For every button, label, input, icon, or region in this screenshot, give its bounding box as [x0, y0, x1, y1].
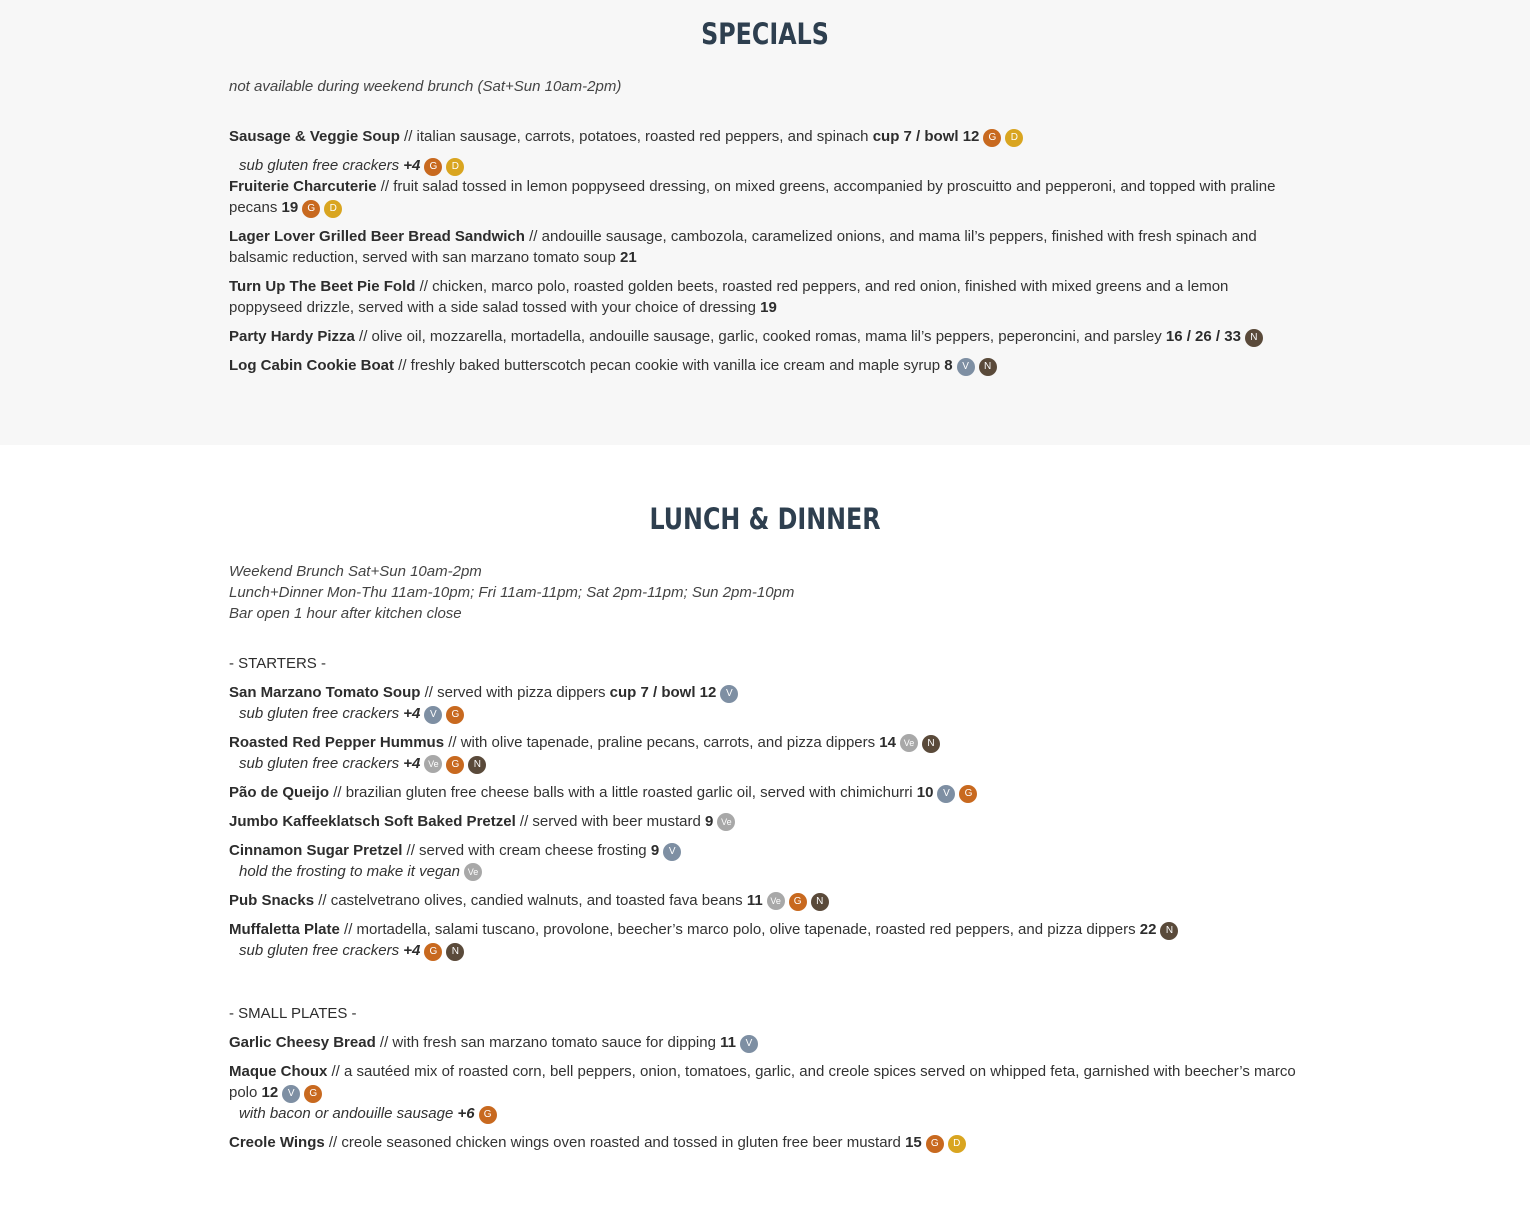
gluten-free-icon: G: [446, 706, 464, 724]
menu-item: [229, 326, 1301, 347]
option-text: sub gluten free crackers: [239, 157, 404, 174]
menu-item-price: 12: [261, 1084, 279, 1101]
hours-brunch: Weekend Brunch Sat+Sun 10am-2pm: [229, 563, 482, 580]
small-plates-list: [229, 1032, 1301, 1153]
dietary-badges: [424, 155, 468, 176]
menu-item-price: 11: [746, 892, 763, 909]
dietary-badges: [1245, 326, 1267, 347]
option-text: with bacon or andouille sausage: [239, 1105, 458, 1122]
menu-item-price: 22: [1139, 921, 1157, 938]
gluten-free-icon: G: [424, 943, 442, 961]
menu-item: [229, 176, 1301, 218]
menu-item-price: cup 7 / bowl 12: [872, 128, 980, 145]
menu-item-description: // castelvetrano olives, candied walnuts, and toasted fava beans: [314, 892, 747, 909]
option-price: +4: [403, 942, 421, 959]
vegetarian-icon: V: [740, 1035, 758, 1053]
dietary-badges: [937, 782, 981, 803]
next-heading-fragment: [229, 1203, 289, 1215]
gluten-free-icon: G: [424, 158, 442, 176]
vegetarian-icon: V: [957, 358, 975, 376]
specials-title: SPECIALS: [701, 17, 829, 51]
dietary-badges: [424, 940, 468, 961]
menu-item: [229, 782, 1301, 803]
vegetarian-icon: V: [663, 843, 681, 861]
menu-item-name: Maque Choux: [229, 1063, 328, 1080]
vegan-icon: Ve: [767, 892, 785, 910]
option-text: sub gluten free crackers: [239, 942, 404, 959]
menu-item-option: [229, 940, 1301, 961]
menu-item-price: 10: [916, 784, 934, 801]
dietary-badges: [900, 732, 944, 753]
menu-item-option: [229, 703, 1301, 724]
menu-item-option: [229, 753, 1301, 774]
menu-item-name: Turn Up The Beet Pie Fold: [229, 278, 416, 295]
dairy-free-icon: D: [446, 158, 464, 176]
menu-item-description: // italian sausage, carrots, potatoes, roasted red peppers, and spinach: [399, 128, 873, 145]
menu-item: [229, 732, 1301, 753]
dietary-badges: [983, 126, 1027, 147]
menu-item-description: // fruit salad tossed in lemon poppyseed dressing, on mixed greens, accompanied by proscuitto and pepperoni, and topped with praline pecans: [229, 178, 1276, 216]
menu-item-name: San Marzano Tomato Soup: [229, 684, 421, 701]
menu-item-name: Muffaletta Plate: [229, 921, 340, 938]
menu-item-price: 9: [705, 813, 714, 830]
specials-section: [0, 0, 1530, 445]
dietary-badges: [720, 682, 742, 703]
menu-item-name: Roasted Red Pepper Hummus: [229, 734, 445, 751]
gluten-free-icon: G: [302, 200, 320, 218]
dietary-badges: [717, 811, 739, 832]
menu-item: [229, 682, 1301, 703]
menu-item-name: Log Cabin Cookie Boat: [229, 357, 394, 374]
menu-item-price: 16 / 26 / 33: [1165, 328, 1241, 345]
small-plates-heading: - SMALL PLATES -: [229, 1005, 357, 1022]
option-text: sub gluten free crackers: [239, 705, 404, 722]
dietary-badges: [1160, 919, 1182, 940]
vegan-icon: Ve: [717, 813, 735, 831]
vegetarian-icon: V: [937, 785, 955, 803]
menu-item-name: Jumbo Kaffeeklatsch Soft Baked Pretzel: [229, 813, 516, 830]
hours-lunch-dinner: Lunch+Dinner Mon-Thu 11am-10pm; Fri 11am-11pm; Sat 2pm-11pm; Sun 2pm-10pm: [229, 584, 795, 601]
lunch-dinner-section: [0, 445, 1530, 1214]
option-price: +4: [403, 705, 421, 722]
menu-item-price: 11: [720, 1034, 736, 1051]
dairy-free-icon: D: [324, 200, 342, 218]
menu-item-description: // served with pizza dippers: [420, 684, 610, 701]
menu-item-name: Cinnamon Sugar Pretzel: [229, 842, 403, 859]
dairy-free-icon: D: [1005, 129, 1023, 147]
vegan-icon: Ve: [464, 863, 482, 881]
nuts-icon: N: [1160, 922, 1178, 940]
gluten-free-icon: G: [983, 129, 1001, 147]
menu-item-option: [229, 861, 1301, 882]
starters-list: [229, 682, 1301, 961]
menu-item-description: // creole seasoned chicken wings oven roasted and tossed in gluten free beer mustard: [324, 1134, 906, 1151]
menu-item-option: [229, 1103, 1301, 1124]
menu-item: [229, 840, 1301, 861]
dietary-badges: [302, 197, 346, 218]
gluten-free-icon: G: [926, 1135, 944, 1153]
nuts-icon: N: [811, 893, 829, 911]
menu-item-name: Party Hardy Pizza: [229, 328, 355, 345]
menu-item-description: // with olive tapenade, praline pecans, carrots, and pizza dippers: [444, 734, 880, 751]
dietary-badges: [282, 1082, 326, 1103]
menu-item-description: // served with cream cheese frosting: [402, 842, 651, 859]
option-text: hold the frosting to make it vegan: [239, 863, 460, 880]
menu-item-description: // chicken, marco polo, roasted golden beets, roasted red peppers, and red onion, finished with mixed greens and a lemon poppyseed drizzle, served with a side salad tossed with your choice of dressing: [229, 278, 1229, 316]
menu-item: [229, 1061, 1301, 1103]
menu-item: [229, 811, 1301, 832]
nuts-icon: N: [468, 756, 486, 774]
menu-item-description: // served with beer mustard: [515, 813, 706, 830]
menu-item-description: // freshly baked butterscotch pecan cookie with vanilla ice cream and maple syrup: [394, 357, 945, 374]
starters-heading: - STARTERS -: [229, 655, 326, 672]
menu-item-name: Pub Snacks: [229, 892, 315, 909]
menu-item-name: Pão de Queijo: [229, 784, 330, 801]
nuts-icon: N: [1245, 329, 1263, 347]
gluten-free-icon: G: [789, 893, 807, 911]
menu-item-price: 8: [944, 357, 953, 374]
hours-bar: Bar open 1 hour after kitchen close: [229, 605, 462, 622]
menu-item-name: Garlic Cheesy Bread: [229, 1034, 376, 1051]
menu-item-price: cup 7 / bowl 12: [609, 684, 717, 701]
vegan-icon: Ve: [424, 755, 442, 773]
option-text: sub gluten free crackers: [239, 755, 404, 772]
nuts-icon: N: [922, 735, 940, 753]
menu-item: [229, 126, 1301, 147]
menu-item-price: 19: [281, 199, 299, 216]
lunch-dinner-title: LUNCH & DINNER: [649, 502, 881, 536]
dietary-badges: [926, 1132, 970, 1153]
dietary-badges: [464, 861, 486, 882]
option-price: +4: [403, 755, 421, 772]
menu-item: [229, 1032, 1301, 1053]
hours-block: [229, 561, 1301, 624]
menu-item-name: Lager Lover Grilled Beer Bread Sandwich: [229, 228, 525, 245]
gluten-free-icon: G: [959, 785, 977, 803]
vegetarian-icon: V: [720, 685, 738, 703]
menu-item-description: // mortadella, salami tuscano, provolone, beecher’s marco polo, olive tapenade, roasted red peppers, and pizza dippers: [339, 921, 1140, 938]
nuts-icon: N: [979, 358, 997, 376]
menu-item-description: // olive oil, mozzarella, mortadella, andouille sausage, garlic, cooked romas, mama lil’s peppers, peperoncini, and parsley: [354, 328, 1166, 345]
vegetarian-icon: V: [282, 1085, 300, 1103]
menu-item-price: 19: [760, 299, 777, 316]
menu-item: [229, 1132, 1301, 1153]
dietary-badges: [740, 1032, 762, 1053]
dietary-badges: [957, 355, 1001, 376]
menu-item: [229, 276, 1301, 318]
gluten-free-icon: G: [446, 756, 464, 774]
menu-item-description: // with fresh san marzano tomato sauce for dipping: [375, 1034, 721, 1051]
dietary-badges: [424, 703, 468, 724]
menu-item-name: Creole Wings: [229, 1134, 325, 1151]
menu-item-description: // a sautéed mix of roasted corn, bell peppers, onion, tomatoes, garlic, and creole spices served on whipped feta, garnished with beecher’s marco polo: [229, 1063, 1296, 1101]
dietary-badges: [663, 840, 685, 861]
vegan-icon: Ve: [900, 734, 918, 752]
dietary-badges: [479, 1103, 501, 1124]
menu-item-name: Fruiterie Charcuterie: [229, 178, 377, 195]
vegetarian-icon: V: [424, 706, 442, 724]
menu-item-price: 14: [879, 734, 896, 751]
menu-item: [229, 890, 1301, 911]
menu-item-description: // andouille sausage, cambozola, caramelized onions, and mama lil’s peppers, finished with fresh spinach and balsamic reduction, served with san marzano tomato soup: [229, 228, 1257, 266]
dairy-free-icon: D: [948, 1135, 966, 1153]
gluten-free-icon: G: [304, 1085, 322, 1103]
dietary-badges: [424, 753, 490, 774]
dietary-badges: [767, 890, 833, 911]
menu-item: [229, 355, 1301, 376]
menu-item-option: [229, 155, 1301, 176]
specials-list: [229, 126, 1301, 376]
menu-item: [229, 919, 1301, 940]
nuts-icon: N: [446, 943, 464, 961]
menu-item: [229, 226, 1301, 268]
menu-item-price: 15: [905, 1134, 922, 1151]
option-price: +4: [403, 157, 421, 174]
menu-item-description: // brazilian gluten free cheese balls with a little roasted garlic oil, served with chimichurri: [329, 784, 917, 801]
gluten-free-icon: G: [479, 1106, 497, 1124]
specials-note: not available during weekend brunch (Sat+Sun 10am-2pm): [229, 78, 622, 95]
menu-item-price: 9: [650, 842, 660, 859]
option-price: +6: [457, 1105, 475, 1122]
menu-item-name: Sausage & Veggie Soup: [229, 128, 400, 145]
menu-item-price: 21: [620, 249, 637, 266]
